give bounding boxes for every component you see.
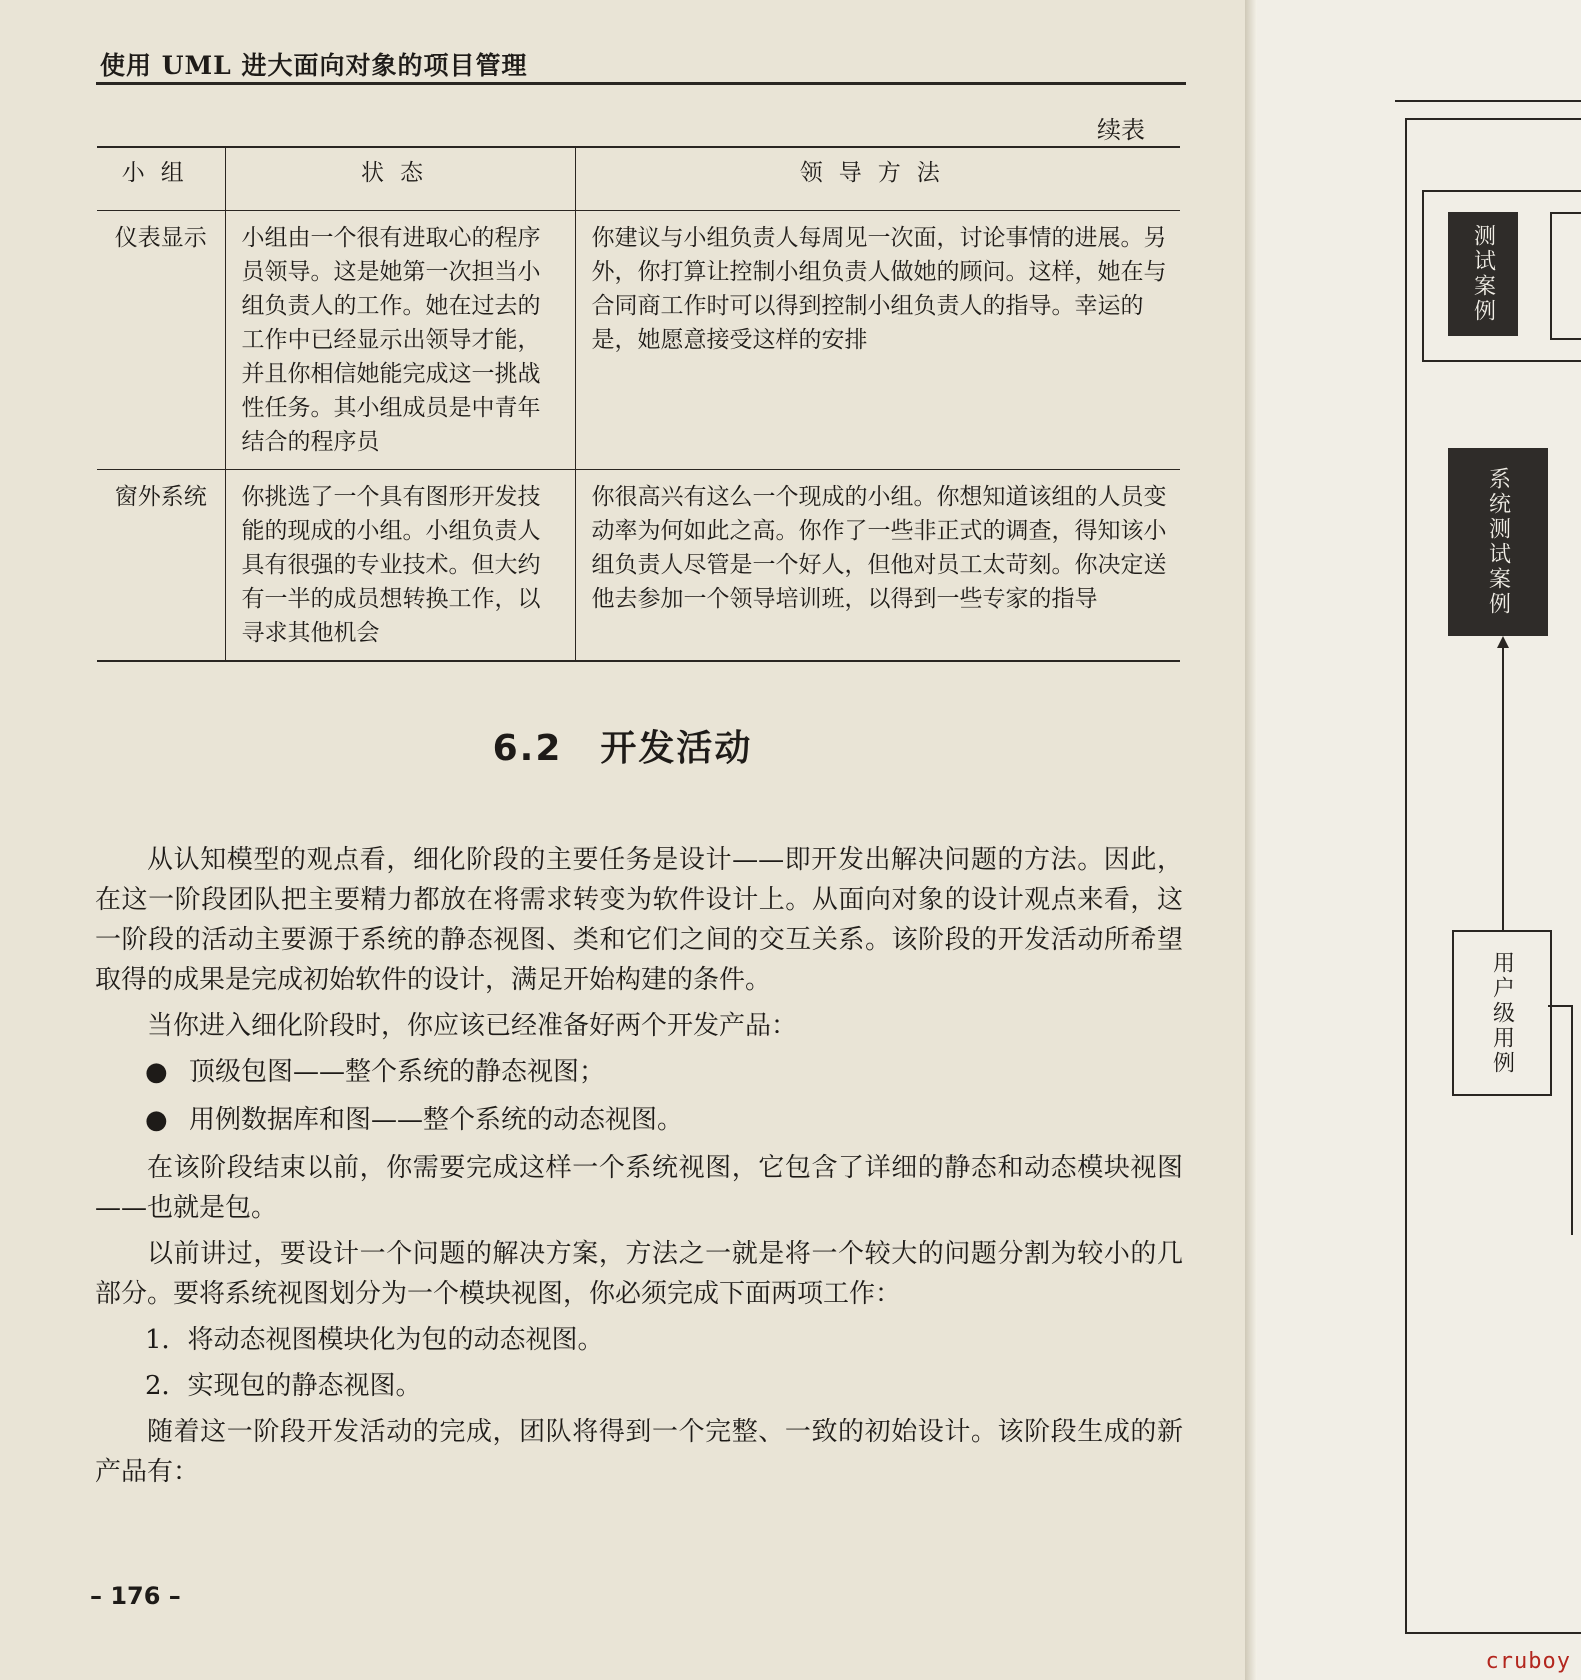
diagram-node-partial	[1550, 212, 1581, 340]
running-head: 使用 UML 进大面向对象的项目管理	[100, 51, 528, 80]
row-method: 你很高兴有这么一个现成的小组。你想知道该组的人员变动率为何如此之高。你作了一些非正式的调查，得知该小组负责人尽管是一个好人，但他对员工太苛刻。你决定送他去参加一个领导培训班，以得到一些专家的指导	[575, 470, 1180, 662]
book-gutter	[1245, 0, 1257, 1680]
header-group: 小组	[121, 160, 200, 186]
paragraph: 随着这一阶段开发活动的完成，团队将得到一个完整、一致的初始设计。该阶段生成的新产品有：	[95, 1417, 1183, 1487]
row-method: 你建议与小组负责人每周见一次面，讨论事情的进展。另外，你打算让控制小组负责人做她的顾问。这样，她在与合同商工作时可以得到控制小组负责人的指导。幸运的是，她愿意接受这样的安排	[575, 211, 1180, 470]
paragraph: 在该阶段结束以前，你需要完成这样一个系统视图，它包含了详细的静态和动态模块视图——也就是包。	[95, 1153, 1183, 1223]
diagram-node-user-use-case: 用户级用例	[1452, 930, 1552, 1096]
bullet-item	[95, 1100, 1183, 1140]
table-row	[97, 470, 1180, 662]
body-text	[95, 840, 1183, 1498]
right-page-rule	[1395, 100, 1581, 102]
team-status-table	[97, 146, 1180, 662]
continued-label: 续表	[1097, 116, 1145, 144]
diagram-node-system-test-case: 系统测试案例	[1448, 448, 1548, 636]
table-row	[97, 211, 1180, 470]
diagram-connector	[1571, 1005, 1573, 1235]
page-number: – 176 –	[90, 1582, 181, 1610]
bullet-text: 用例数据库和图——整个系统的动态视图。	[189, 1105, 684, 1135]
bullet-item	[95, 1052, 1183, 1092]
header-rule	[96, 82, 1186, 85]
table-header-row	[97, 147, 1180, 211]
bullet-dot-icon: ●	[145, 1105, 168, 1135]
diagram-node-test-case: 测试案例	[1448, 212, 1518, 336]
paragraph: 当你进入细化阶段时，你应该已经准备好两个开发产品：	[147, 1011, 798, 1041]
section-heading: 6.2 开发活动	[492, 728, 753, 769]
diagram-connector	[1548, 1005, 1573, 1007]
bullet-dot-icon: ●	[145, 1057, 168, 1087]
numbered-item: 1．将动态视图模块化为包的动态视图。	[145, 1325, 604, 1355]
header-status: 状态	[225, 147, 575, 211]
row-status: 你挑选了一个具有图形开发技能的现成的小组。小组负责人具有很强的专业技术。但大约有一半的成员想转换工作，以寻求其他机会	[225, 470, 575, 662]
bullet-text: 顶级包图——整个系统的静态视图；	[189, 1057, 606, 1087]
row-group: 窗外系统	[114, 484, 207, 510]
watermark: cruboy	[1485, 1649, 1571, 1674]
row-group: 仪表显示	[114, 225, 207, 251]
paragraph: 从认知模型的观点看，细化阶段的主要任务是设计——即开发出解决问题的方法。因此，在这一阶段团队把主要精力都放在将需求转变为软件设计上。从面向对象的设计观点来看，这一阶段的活动主要源于系统的静态视图、类和它们之间的交互关系。该阶段的开发活动所希望取得的成果是完成初始软件的设计，满足开始构建的条件。	[95, 845, 1183, 995]
numbered-item: 2．实现包的静态视图。	[145, 1371, 422, 1401]
row-status: 小组由一个很有进取心的程序员领导。这是她第一次担当小组负责人的工作。她在过去的工作中已经显示出领导才能，并且你相信她能完成这一挑战性任务。其小组成员是中青年结合的程序员	[225, 211, 575, 470]
header-method: 领导方法	[575, 147, 1180, 211]
paragraph: 以前讲过，要设计一个问题的解决方案，方法之一就是将一个较大的问题分割为较小的几部分。要将系统视图划分为一个模块视图，你必须完成下面两项工作：	[95, 1239, 1183, 1309]
diagram-connector	[1502, 646, 1504, 930]
